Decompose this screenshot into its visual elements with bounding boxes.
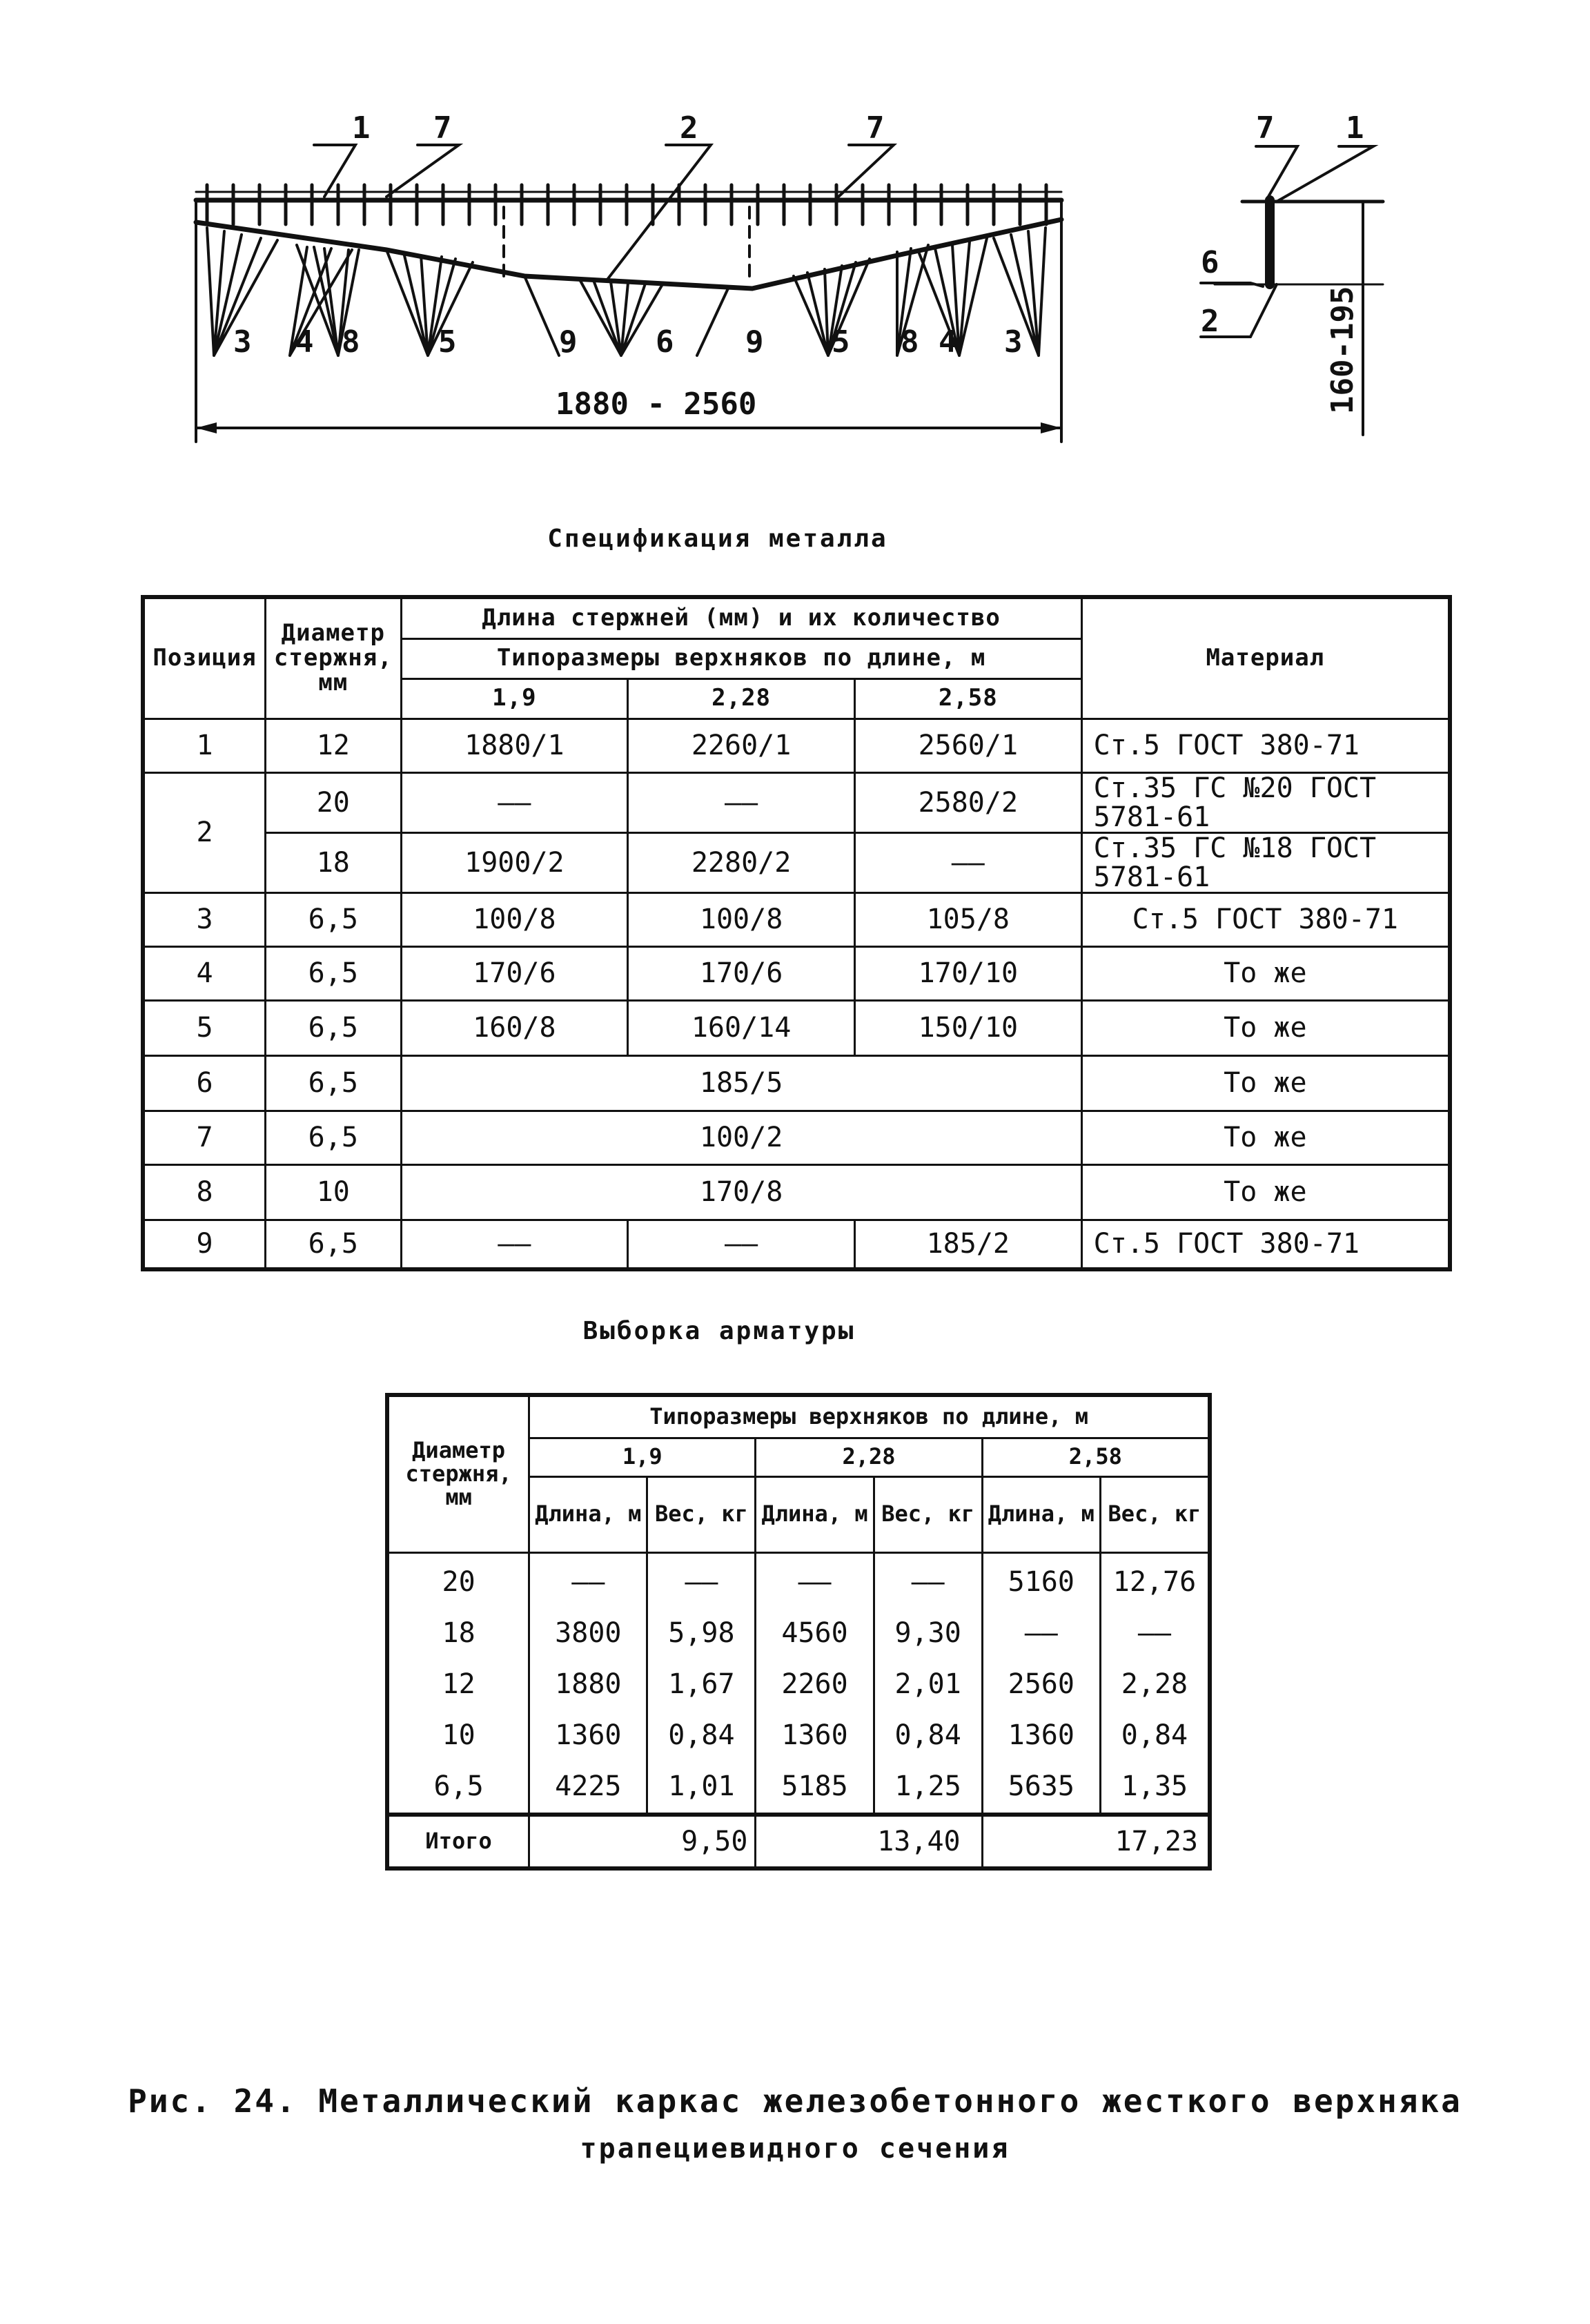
- section-label-6: 6: [1201, 245, 1219, 280]
- label-2: 2: [680, 110, 698, 146]
- section-height: 160-195: [1325, 286, 1360, 414]
- cell-diameter: 20: [266, 772, 401, 832]
- sample-total-2: 13,40: [756, 1815, 982, 1868]
- cell-material: Ст.5 ГОСТ 380-71: [1081, 892, 1450, 946]
- label-5b: 5: [832, 324, 850, 360]
- label-3b: 3: [1004, 324, 1023, 360]
- cell-material: То же: [1081, 1055, 1450, 1111]
- cell-v1: 160/8: [401, 1000, 628, 1055]
- label-9b: 9: [745, 324, 764, 360]
- sample-hdr-size-group: Типоразмеры верхняков по длине, м: [529, 1395, 1210, 1438]
- label-4b: 4: [939, 324, 957, 360]
- sample-total-1: 9,50: [529, 1815, 756, 1868]
- cell-material: Ст.5 ГОСТ 380-71: [1081, 719, 1450, 772]
- sample-col-length-1: —— 3800 1880 1360 4225: [529, 1552, 647, 1815]
- table-row: [143, 1055, 1450, 1111]
- cell-v3: 2580/2: [854, 772, 1081, 832]
- cell-material: То же: [1081, 1164, 1450, 1220]
- cell-pos: 6: [143, 1055, 266, 1111]
- spec-table: [141, 595, 1452, 1271]
- label-9a: 9: [559, 324, 578, 360]
- cell-v2: 160/14: [628, 1000, 855, 1055]
- cell-v3: ——: [854, 832, 1081, 892]
- sample-col-weight-3: 12,76 —— 2,28 0,84 1,35: [1100, 1552, 1210, 1815]
- sample-hdr-length-1: Длина, м: [529, 1476, 647, 1552]
- sample-hdr-length-2: Длина, м: [756, 1476, 874, 1552]
- hdr-diameter: Диаметр стержня, мм: [266, 597, 401, 719]
- cell-pos: 3: [143, 892, 266, 946]
- cell-v3: 150/10: [854, 1000, 1081, 1055]
- cell-v1: 170/6: [401, 946, 628, 1000]
- cell-diameter: 6,5: [266, 1111, 401, 1164]
- table-row: [143, 892, 1450, 946]
- cell-pos: 1: [143, 719, 266, 772]
- hdr-length-group: Длина стержней (мм) и их количество: [401, 597, 1081, 638]
- cell-material: То же: [1081, 1000, 1450, 1055]
- label-7b: 7: [866, 110, 885, 146]
- hdr-position: Позиция: [143, 597, 266, 719]
- cell-diameter: 6,5: [266, 1220, 401, 1269]
- cell-v1: 1880/1: [401, 719, 628, 772]
- cell-all: 170/8: [401, 1164, 1081, 1220]
- sample-col-diameter: 20 18 12 10 6,5: [387, 1552, 529, 1815]
- sample-total-label: Итого: [387, 1815, 529, 1868]
- sample-title: Выборка арматуры: [582, 1317, 856, 1345]
- sample-body: [387, 1552, 1210, 1815]
- cell-v1: ——: [401, 772, 628, 832]
- sample-col-length-3: 5160 —— 2560 1360 5635: [982, 1552, 1100, 1815]
- cell-diameter: 6,5: [266, 946, 401, 1000]
- sample-hdr-weight-1: Вес, кг: [647, 1476, 756, 1552]
- cell-diameter: 10: [266, 1164, 401, 1220]
- cell-v1: 1900/2: [401, 832, 628, 892]
- hdr-size-2: 2,28: [628, 678, 855, 719]
- label-5a: 5: [438, 324, 457, 360]
- cell-diameter: 12: [266, 719, 401, 772]
- label-3a: 3: [233, 324, 252, 360]
- label-7a: 7: [433, 110, 452, 146]
- cell-material: Ст.5 ГОСТ 380-71: [1081, 1220, 1450, 1269]
- section-label-2: 2: [1201, 304, 1219, 339]
- sample-total-row: [387, 1815, 1210, 1868]
- cell-diameter: 6,5: [266, 1055, 401, 1111]
- cell-v1: ——: [401, 1220, 628, 1269]
- section-label-7: 7: [1256, 110, 1275, 146]
- cell-pos: 7: [143, 1111, 266, 1164]
- cell-pos: 5: [143, 1000, 266, 1055]
- cell-pos: 9: [143, 1220, 266, 1269]
- sample-hdr-diameter: Диаметр стержня, мм: [387, 1395, 529, 1552]
- cell-pos: 2: [143, 772, 266, 892]
- sample-col-weight-2: —— 9,30 2,01 0,84 1,25: [874, 1552, 982, 1815]
- cell-material: Ст.35 ГС №18 ГОСТ 5781-61: [1081, 832, 1450, 892]
- sample-hdr-weight-2: Вес, кг: [874, 1476, 982, 1552]
- cell-v2: ——: [628, 772, 855, 832]
- hdr-size-1: 1,9: [401, 678, 628, 719]
- cell-pos: 4: [143, 946, 266, 1000]
- sample-hdr-weight-3: Вес, кг: [1100, 1476, 1210, 1552]
- table-row: [143, 1000, 1450, 1055]
- table-row: [143, 719, 1450, 772]
- sample-hdr-size-2: 2,28: [756, 1438, 982, 1476]
- sample-col-weight-1: —— 5,98 1,67 0,84 1,01: [647, 1552, 756, 1815]
- sample-col-length-2: —— 4560 2260 1360 5185: [756, 1552, 874, 1815]
- cell-all: 100/2: [401, 1111, 1081, 1164]
- label-4a: 4: [295, 324, 314, 360]
- hdr-material: Материал: [1081, 597, 1450, 719]
- sample-hdr-size-3: 2,58: [982, 1438, 1210, 1476]
- label-6: 6: [656, 324, 674, 360]
- label-1: 1: [352, 110, 371, 146]
- cell-v2: 100/8: [628, 892, 855, 946]
- spec-title: Спецификация металла: [547, 525, 888, 553]
- table-row: [143, 1111, 1450, 1164]
- cell-v3: 185/2: [854, 1220, 1081, 1269]
- table-row: [143, 946, 1450, 1000]
- sample-total-3: 17,23: [982, 1815, 1210, 1868]
- cell-diameter: 6,5: [266, 1000, 401, 1055]
- label-8a: 8: [342, 324, 360, 360]
- cell-material: Ст.35 ГС №20 ГОСТ 5781-61: [1081, 772, 1450, 832]
- frame-drawing: [0, 0, 1590, 497]
- cell-material: То же: [1081, 946, 1450, 1000]
- cell-v2: 2260/1: [628, 719, 855, 772]
- sample-hdr-size-1: 1,9: [529, 1438, 756, 1476]
- cell-v3: 170/10: [854, 946, 1081, 1000]
- hdr-size-3: 2,58: [854, 678, 1081, 719]
- section-label-1: 1: [1346, 110, 1364, 146]
- table-row: [143, 832, 1450, 892]
- cell-v1: 100/8: [401, 892, 628, 946]
- cell-material: То же: [1081, 1111, 1450, 1164]
- label-8b: 8: [901, 324, 919, 360]
- cell-diameter: 18: [266, 832, 401, 892]
- cell-all: 185/5: [401, 1055, 1081, 1111]
- stirrups: [207, 228, 1046, 355]
- table-row: [143, 772, 1450, 832]
- span-dimension: 1880 - 2560: [556, 387, 757, 422]
- cell-v3: 105/8: [854, 892, 1081, 946]
- figure-caption: Рис. 24. Металлический каркас железобетонного жесткого верхняка: [128, 2082, 1462, 2120]
- cell-pos: 8: [143, 1164, 266, 1220]
- cell-v2: 170/6: [628, 946, 855, 1000]
- table-row: [143, 1220, 1450, 1269]
- cell-v3: 2560/1: [854, 719, 1081, 772]
- table-row: [143, 1164, 1450, 1220]
- sample-hdr-length-3: Длина, м: [982, 1476, 1100, 1552]
- sample-table: [385, 1393, 1212, 1871]
- cell-v2: ——: [628, 1220, 855, 1269]
- cell-diameter: 6,5: [266, 892, 401, 946]
- cell-v2: 2280/2: [628, 832, 855, 892]
- figure-caption-line2: трапециевидного сечения: [580, 2133, 1010, 2165]
- hdr-size-group: Типоразмеры верхняков по длине, м: [401, 638, 1081, 678]
